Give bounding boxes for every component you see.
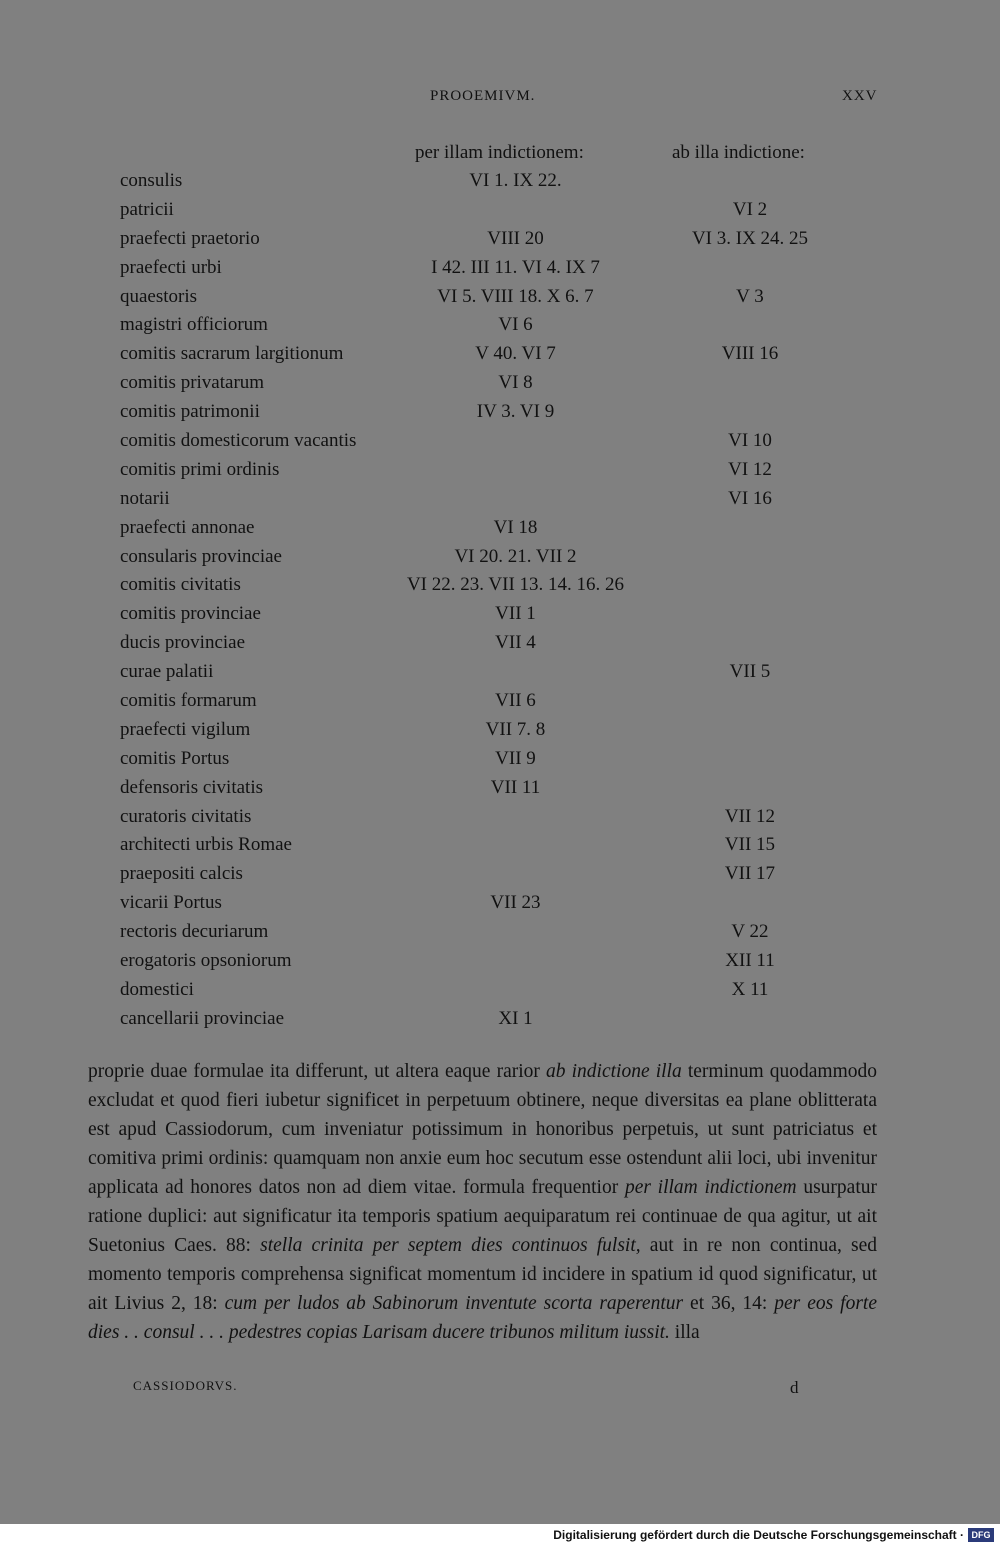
office-label: domestici [120, 978, 194, 1000]
per-illam-reference: VI 18 [493, 516, 538, 538]
body-paragraph [88, 1057, 877, 1347]
table-row [0, 459, 1000, 488]
table-row [0, 199, 1000, 228]
running-head [0, 88, 1000, 112]
office-label: praefecti praetorio [120, 227, 260, 249]
ab-illa-reference: VII 17 [724, 863, 776, 885]
per-illam-reference: VI 5. VIII 18. X 6. 7 [437, 285, 594, 307]
ab-illa-reference: VII 15 [724, 834, 776, 856]
office-label: comitis patrimonii [120, 401, 260, 423]
table-row [0, 257, 1000, 286]
ab-illa-reference: VI 16 [728, 487, 772, 509]
table-row [0, 863, 1000, 892]
table-row [0, 343, 1000, 372]
column-heading-per-illam: per illam indictionem: [415, 142, 584, 163]
table-row [0, 286, 1000, 315]
table-row [0, 632, 1000, 661]
office-label: praefecti vigilum [120, 718, 251, 740]
office-label: curatoris civitatis [120, 805, 252, 827]
ab-illa-reference: VI 3. IX 24. 25 [691, 227, 809, 249]
table-row [0, 574, 1000, 603]
office-label: praefecti urbi [120, 256, 222, 278]
table-row [0, 719, 1000, 748]
office-label: comitis primi ordinis [120, 458, 280, 480]
office-label: erogatoris opsoniorum [120, 950, 292, 972]
prose-text: usurpatur ratione duplici: aut significatur ita temporis spatium aequiparatum rei continuae de qua agitur, ut ait Suetonius Caes. 88: [88, 1177, 877, 1256]
prose-italic: cum per ludos ab Sabinorum inventute scorta raperentur [224, 1293, 684, 1314]
ab-illa-reference: VIII 16 [721, 343, 779, 365]
table-row [0, 921, 1000, 950]
table-row [0, 834, 1000, 863]
table-row [0, 546, 1000, 575]
table-row [0, 517, 1000, 546]
office-label: praepositi calcis [120, 863, 243, 885]
office-label: rectoris decuriarum [120, 921, 269, 943]
prose-italic: per eos forte dies . . consul . . . pedestres copias Larisam ducere tribunos militum iussit. [88, 1293, 877, 1343]
prose-italic: stella crinita per septem dies continuos fulsit, [260, 1235, 641, 1256]
office-label: magistri officiorum [120, 314, 268, 336]
table-row [0, 950, 1000, 979]
per-illam-reference: VII 11 [490, 776, 541, 798]
column-heading-ab-illa: ab illa indictione: [672, 142, 805, 163]
ab-illa-reference: X 11 [731, 978, 769, 1000]
office-label: notarii [120, 487, 170, 509]
prose-text: et 36, 14: [683, 1293, 775, 1314]
office-label: comitis privatarum [120, 372, 265, 394]
office-label: comitis sacrarum largitionum [120, 343, 344, 365]
prose-italic: per illam indictionem [624, 1177, 797, 1198]
office-label: consularis provinciae [120, 545, 282, 567]
office-label: comitis Portus [120, 747, 230, 769]
table-row [0, 892, 1000, 921]
table-row [0, 430, 1000, 459]
ab-illa-reference: V 22 [731, 921, 769, 943]
per-illam-reference: VII 6 [495, 690, 536, 712]
page-number: XXV [842, 88, 878, 104]
table-row [0, 170, 1000, 199]
table-row [0, 777, 1000, 806]
office-label: comitis provinciae [120, 603, 261, 625]
per-illam-reference: VII 1 [495, 603, 536, 625]
ab-illa-reference: V 3 [736, 285, 764, 307]
per-illam-reference: VI 8 [498, 372, 533, 394]
table-row [0, 401, 1000, 430]
per-illam-reference: VII 7. 8 [485, 718, 546, 740]
office-label: praefecti annonae [120, 516, 255, 538]
prose-text: aut in re non continua, sed momento temporis comprehensa significat momentum id incidere in spatium id quod significatur, ut ait Livius 2, 18: [88, 1235, 878, 1314]
table-row [0, 372, 1000, 401]
per-illam-reference: VI 20. 21. VII 2 [454, 545, 577, 567]
office-label: defensoris civitatis [120, 776, 263, 798]
running-title: PROOEMIVM. [430, 88, 536, 104]
signature-line [0, 1378, 1000, 1400]
table-row [0, 806, 1000, 835]
ab-illa-reference: VI 10 [728, 430, 772, 452]
dfg-banner-text: Digitalisierung gefördert durch die Deutsche Forschungsgemeinschaft · [553, 1528, 964, 1542]
dfg-logo-icon: DFG [968, 1528, 994, 1542]
ab-illa-reference: XII 11 [725, 950, 775, 972]
office-label: consulis [120, 170, 183, 191]
office-label: vicarii Portus [120, 892, 222, 914]
prose-italic: ab indictione illa [546, 1061, 682, 1082]
office-label: comitis formarum [120, 690, 257, 712]
prose-text: proprie duae formulae ita differunt, ut altera eaque rarior [88, 1061, 546, 1082]
dfg-banner [0, 1524, 1000, 1546]
office-label: curae palatii [120, 661, 214, 683]
per-illam-reference: V 40. VI 7 [475, 343, 556, 365]
per-illam-reference: VII 23 [490, 892, 541, 914]
prose-text: terminum quodammodo excludat et quod fieri iubetur significet in perpetuum obtinere, neque diversitas ea plane oblitterata est apud Cassiodorum, cum inveniatur potissimum in honoribus perpetuis, ut sunt patriciatus et comitiva primi ordinis: quamquam non anxie eum hoc secutum esse ostendunt alii loci, ubi invenitur applicata ad honores datos non ad diem vitae. formula frequentior [88, 1061, 878, 1198]
table-row [0, 661, 1000, 690]
office-label: comitis domesticorum vacantis [120, 430, 357, 452]
per-illam-reference: VIII 20 [487, 227, 544, 249]
per-illam-reference: VII 9 [495, 747, 536, 769]
table-row [0, 488, 1000, 517]
office-label: comitis civitatis [120, 574, 241, 596]
table-row [0, 690, 1000, 719]
per-illam-reference: VII 4 [495, 632, 536, 654]
office-label: quaestoris [120, 285, 198, 307]
office-label: ducis provinciae [120, 632, 246, 654]
per-illam-reference: IV 3. VI 9 [476, 401, 555, 423]
signature-mark: d [790, 1378, 799, 1397]
signature: CASSIODORVS. [133, 1378, 238, 1393]
body-text [88, 1057, 877, 1347]
table-row [0, 1008, 1000, 1037]
office-label: architecti urbis Romae [120, 834, 292, 856]
table-row [0, 748, 1000, 777]
table-row [0, 603, 1000, 632]
table-row [0, 979, 1000, 1008]
office-label: patricii [120, 198, 174, 220]
ab-illa-reference: VII 12 [724, 805, 776, 827]
prose-text: illa [669, 1322, 700, 1343]
table-row [0, 228, 1000, 257]
per-illam-reference: XI 1 [498, 1007, 533, 1029]
ab-illa-reference: VI 12 [728, 458, 772, 480]
per-illam-reference: VI 22. 23. VII 13. 14. 16. 26 [406, 574, 625, 596]
table-row [0, 314, 1000, 343]
office-table [0, 170, 1000, 1037]
per-illam-reference: VI 6 [498, 314, 533, 336]
per-illam-reference: VI 1. IX 22. [469, 170, 562, 191]
ab-illa-reference: VI 2 [732, 198, 768, 220]
per-illam-reference: I 42. III 11. VI 4. IX 7 [431, 256, 600, 278]
office-label: cancellarii provinciae [120, 1007, 285, 1029]
ab-illa-reference: VII 5 [729, 661, 771, 683]
